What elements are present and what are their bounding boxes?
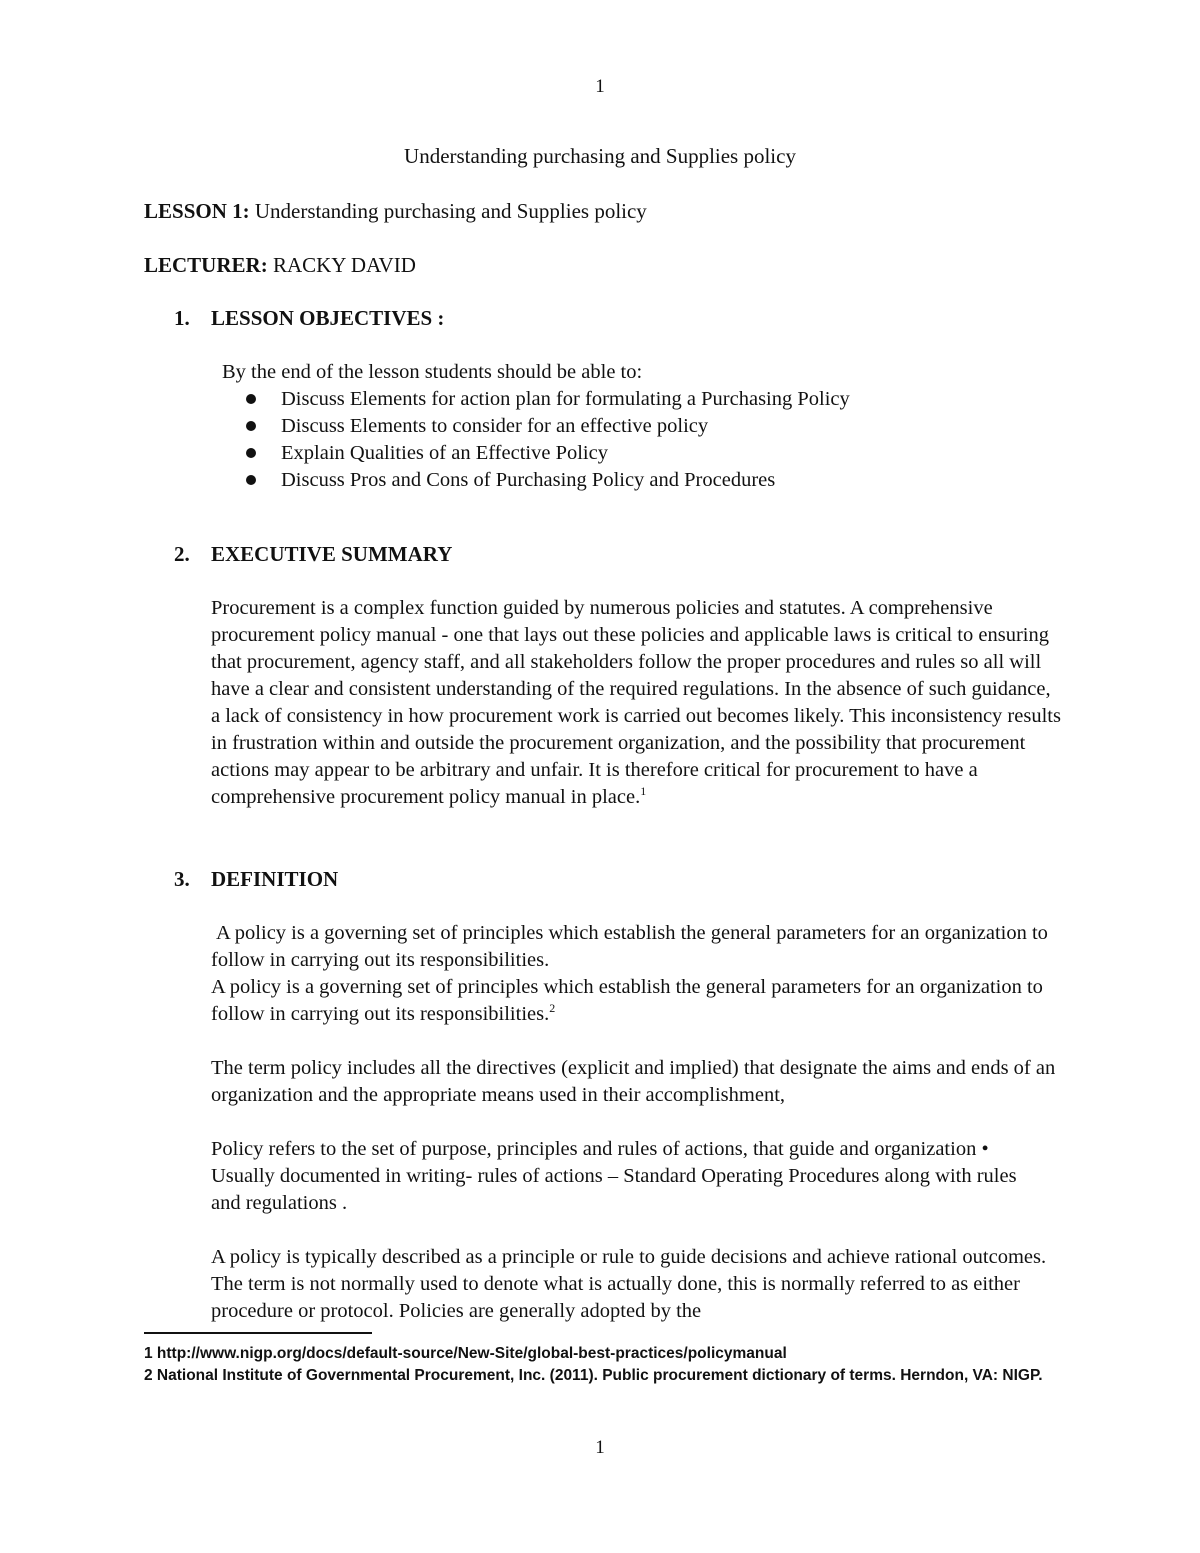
definition-paragraph-3: Policy refers to the set of purpose, principles and rules of actions, that guide and organization • Usually documented in writing- rules of actions – Standard Operating Procedures along with rules and regulations . xyxy=(211,1138,1017,1214)
section-title: DEFINITION xyxy=(211,867,339,891)
bullet-icon xyxy=(246,394,256,404)
list-item: Discuss Elements for action plan for formulating a Purchasing Policy xyxy=(242,386,850,413)
summary-paragraph: Procurement is a complex function guided by numerous policies and statutes. A comprehensive procurement policy manual - one that lays out these policies and applicable laws is critical to ensuring that procurement, agency staff, and all stakeholders follow the proper procedures and rules so all will have a clear and consistent understanding of the required regulations. In the absence of such guidance, a lack of consistency in how procurement work is carried out becomes likely. This inconsistency results in frustration within and outside the procurement organization, and the possibility that procurement actions may appear to be arbitrary and unfair. It is therefore critical for procurement to have a comprehensive procurement policy manual in place.$^1$ xyxy=(211,597,1061,808)
definition-paragraph-1: A policy is a governing set of principles which establish the general parameters for an organization to follow in carrying out its responsibilities. A policy is a governing set of principles which establish the general parameters for an organization to follow in carrying out its responsibilities.$^2$ xyxy=(211,922,1048,1025)
footnote-2: 2 National Institute of Governmental Procurement, Inc. (2011). Public procurement dictionary of terms. Herndon, VA: NIGP. xyxy=(144,1367,1043,1384)
lecturer-line xyxy=(144,252,416,279)
definition-paragraph-4: A policy is typically described as a principle or rule to guide decisions and achieve rational outcomes. The term is not normally used to denote what is actually done, this is normally referred to as either procedure or protocol. Policies are generally adopted by the xyxy=(211,1246,1047,1322)
objectives-heading xyxy=(174,306,444,331)
page-number-bottom: 1 xyxy=(595,1437,605,1458)
summary-heading xyxy=(174,542,452,567)
lesson-text: Understanding purchasing and Supplies policy xyxy=(254,199,647,223)
bullet-icon xyxy=(246,475,256,485)
bullet-icon xyxy=(246,448,256,458)
footnote-1[interactable]: 1 http://www.nigp.org/docs/default-source/New-Site/global-best-practices/policymanual xyxy=(144,1345,787,1362)
section-number: 2. xyxy=(174,542,190,566)
definition-paragraph-2: The term policy includes all the directives (explicit and implied) that designate the aims and ends of an organization and the appropriate means used in their accomplishment, xyxy=(211,1057,1056,1106)
lecturer-name: RACKY DAVID xyxy=(272,253,416,277)
section-number: 1. xyxy=(174,306,190,330)
footnote-divider xyxy=(144,1332,372,1334)
list-item: Explain Qualities of an Effective Policy xyxy=(242,440,850,467)
list-item: Discuss Pros and Cons of Purchasing Policy and Procedures xyxy=(242,467,850,494)
objectives-list xyxy=(242,386,850,494)
section-title: LESSON OBJECTIVES : xyxy=(211,306,445,330)
section-title: EXECUTIVE SUMMARY xyxy=(211,542,453,566)
definition-heading xyxy=(174,867,338,892)
footnote-ref[interactable]: 2 xyxy=(549,1001,556,1016)
lesson-line xyxy=(144,198,647,225)
bullet-icon xyxy=(246,421,256,431)
section-number: 3. xyxy=(174,867,190,891)
list-item: Discuss Elements to consider for an effective policy xyxy=(242,413,850,440)
page-number-top: 1 xyxy=(595,76,605,97)
footnote-ref[interactable]: 1 xyxy=(640,784,647,799)
objectives-intro: By the end of the lesson students should be able to: xyxy=(222,361,643,383)
footnotes xyxy=(144,1343,1064,1387)
document-title: Understanding purchasing and Supplies policy xyxy=(404,144,796,168)
lecturer-label: LECTURER: xyxy=(144,253,268,277)
lesson-label: LESSON 1: xyxy=(144,199,250,223)
